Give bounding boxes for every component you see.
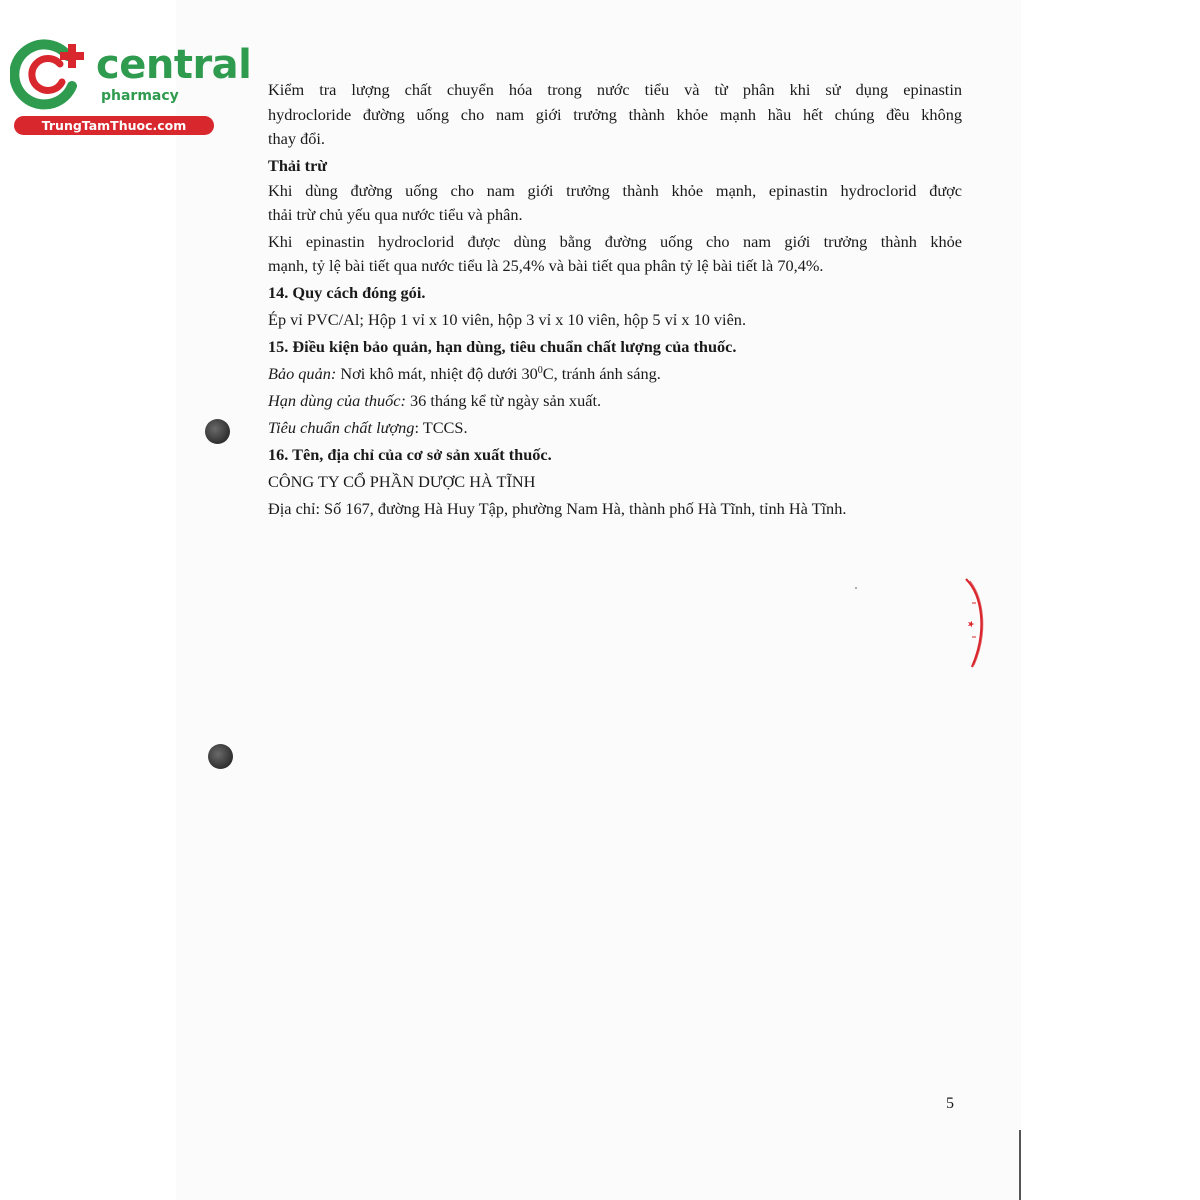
storage-text-end: C, tránh ánh sáng. <box>542 363 661 383</box>
section-16-heading: 16. Tên, địa chỉ của cơ sở sản xuất thuốc. <box>268 444 552 464</box>
shelf-life-text: 36 tháng kể từ ngày sản xuất. <box>405 390 602 410</box>
excretion-heading: Thải trừ <box>268 155 328 175</box>
excretion-line: Khi dùng đường uống cho nam giới trưởng thành khỏe mạnh, epinastin hydroclorid được <box>268 180 962 200</box>
shelf-life-line <box>268 387 962 414</box>
storage-label: Bảo quản: <box>268 363 337 383</box>
section-14-heading: 14. Quy cách đóng gói. <box>268 282 426 302</box>
svg-text:★: ★ <box>965 620 975 629</box>
scan-speck <box>855 587 857 589</box>
company-address: Địa chỉ: Số 167, đường Hà Huy Tập, phường Nam Hà, thành phố Hà Tĩnh, tỉnh Hà Tĩnh. <box>268 498 847 518</box>
excretion-line: thải trừ chủ yếu qua nước tiểu và phân. <box>268 205 523 224</box>
page-edge-line <box>1019 1130 1021 1200</box>
storage-line <box>268 360 962 387</box>
pharmacy-cross-icon <box>10 38 90 112</box>
logo-brand-text: central <box>96 42 252 88</box>
red-stamp-mark <box>960 575 990 670</box>
shelf-life-label: Hạn dùng của thuốc: <box>268 390 406 410</box>
punch-hole <box>205 419 230 444</box>
degree-superscript: 0 <box>537 364 543 376</box>
punch-hole <box>208 744 233 769</box>
logo-url-badge[interactable]: TrungTamThuoc.com <box>14 116 214 135</box>
storage-text: Nơi khô mát, nhiệt độ dưới 30 <box>336 363 538 383</box>
central-pharmacy-logo[interactable] <box>10 36 252 140</box>
packaging-text: Ép vỉ PVC/Al; Hộp 1 vỉ x 10 viên, hộp 3 vỉ x 10 viên, hộp 5 vỉ x 10 viên. <box>268 309 747 329</box>
logo-sub-text: pharmacy <box>101 88 179 104</box>
metabolism-line: thay đổi. <box>268 129 325 148</box>
document-body <box>268 78 962 522</box>
excretion-line: Khi epinastin hydroclorid được dùng bằng đường uống cho nam giới trưởng thành khỏe <box>268 231 962 251</box>
company-name: CÔNG TY CỔ PHẦN DƯỢC HÀ TĨNH <box>268 471 536 491</box>
quality-standard-line <box>268 414 962 441</box>
quality-standard-text: : TCCS. <box>414 417 468 437</box>
quality-standard-label: Tiêu chuẩn chất lượng <box>268 417 415 437</box>
metabolism-line: Kiểm tra lượng chất chuyển hóa trong nước tiểu và từ phân khi sử dụng epinastin <box>268 80 962 99</box>
metabolism-line: hydrocloride đường uống cho nam giới trưởng thành khỏe mạnh hầu hết chúng đều không <box>268 104 962 124</box>
page-number: 5 <box>946 1095 954 1112</box>
section-15-heading: 15. Điều kiện bảo quản, hạn dùng, tiêu chuẩn chất lượng của thuốc. <box>268 336 737 356</box>
excretion-line: mạnh, tỷ lệ bài tiết qua nước tiểu là 25,4% và bài tiết qua phân tỷ lệ bài tiết là 70,4%. <box>268 256 824 275</box>
